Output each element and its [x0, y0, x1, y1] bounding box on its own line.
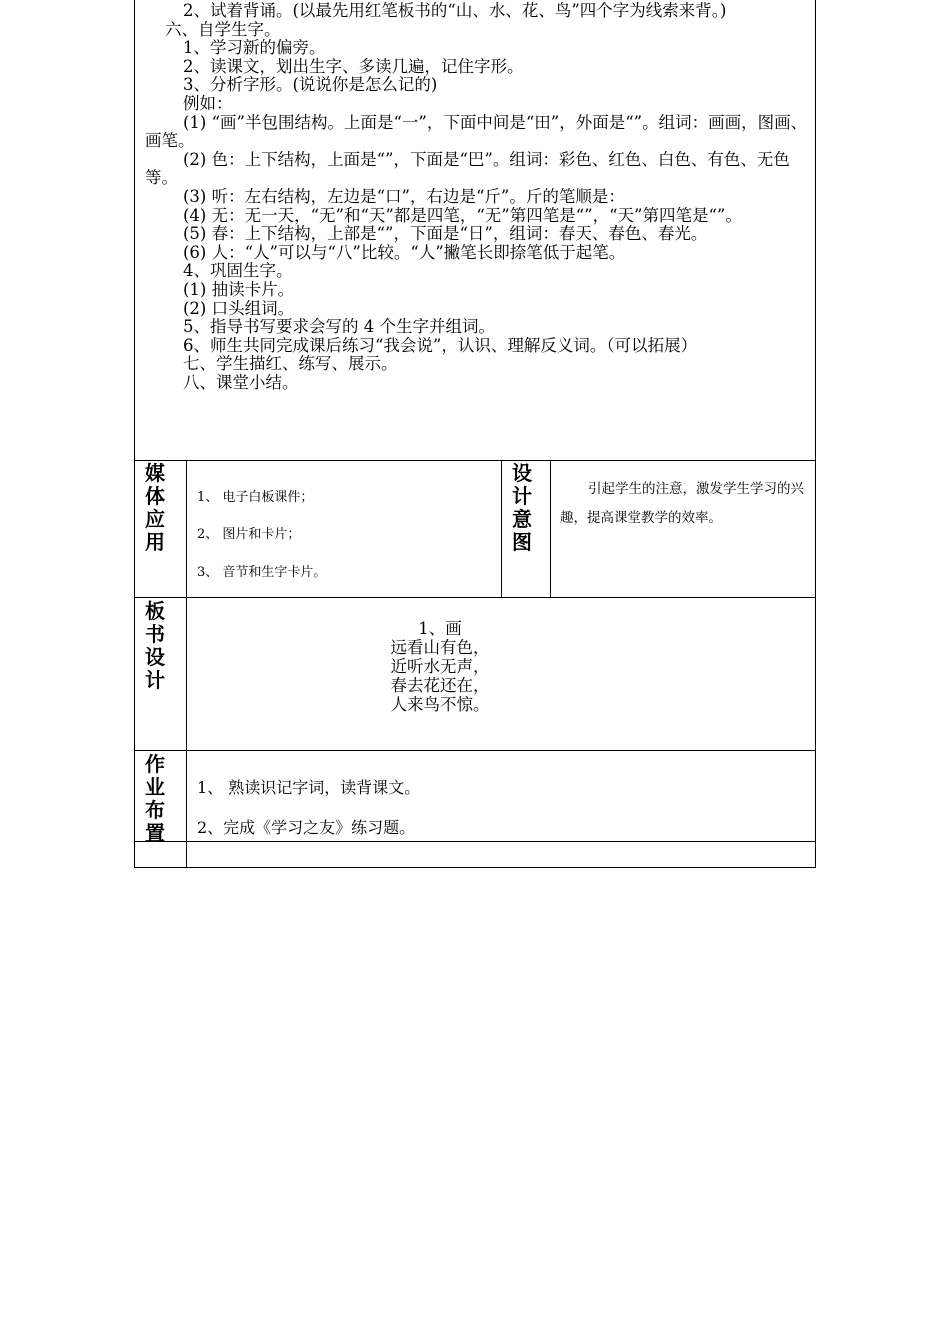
homework-label-char: 布 [145, 798, 165, 822]
board-label-char: 板 [145, 599, 165, 623]
process-line: 5、指导书写要求会写的 4 个生字并组词。 [183, 317, 495, 337]
process-line: 3、分析字形。(说说你是怎么记的) [183, 75, 438, 95]
homework-label [145, 753, 169, 845]
media-label-char: 体 [145, 484, 165, 508]
media-label-char: 用 [145, 530, 165, 554]
process-line: (6) 人：“人”可以与“八”比较。“人”撇笔长即捺笔低于起笔。 [183, 242, 626, 262]
media-item: 1、 电子白板课件； [197, 490, 314, 505]
process-line: (3) 听：左右结构，左边是“口”，右边是“斤”。斤的笔顺是： [183, 186, 625, 206]
process-line: (2) 口头组词。 [183, 298, 295, 318]
media-label-char: 应 [145, 507, 165, 531]
process-line: (2) 色：上下结构，上面是“”，下面是“巴”。组词：彩色、红色、白色、有色、无色等。 [145, 149, 790, 188]
homework-label-char: 置 [145, 821, 165, 845]
teaching-process [145, 2, 810, 392]
board-label [145, 600, 169, 692]
row-divider-homework [134, 750, 816, 751]
process-line: 例如： [183, 93, 233, 113]
design-intent-label [512, 462, 536, 554]
homework-item: 1、 熟读识记字词，读背课文。 [197, 778, 421, 797]
process-line: 八、课堂小结。 [183, 372, 299, 392]
board-line: 1、画 [418, 619, 462, 638]
board-line: 春去花还在， [390, 676, 490, 695]
media-item: 2、 图片和卡片； [197, 527, 301, 542]
design-intent-label-char: 计 [512, 484, 532, 508]
design-intent-text: 引起学生的注意，激发学生学习的兴趣，提高课堂教学的效率。 [560, 481, 804, 526]
process-line: 六、自学生字。 [165, 19, 281, 39]
process-line: (1) 抽读卡片。 [183, 279, 295, 299]
process-line: 1、学习新的偏旁。 [183, 38, 326, 58]
media-item: 3、 音节和生字卡片。 [197, 565, 327, 580]
board-line: 近听水无声， [390, 657, 490, 676]
process-line: 2、读课文，划出生字、多读几遍，记住字形。 [183, 56, 524, 76]
homework-item: 2、完成《学习之友》练习题。 [197, 818, 416, 837]
process-line: (4) 无：无一天，“无”和“天”都是四笔，“无”第四笔是“”，“天”第四笔是“”。 [183, 205, 742, 225]
process-line: 七、学生描红、练写、展示。 [183, 354, 398, 374]
homework-label-char: 业 [145, 775, 165, 799]
design-intent-label-char: 图 [512, 530, 532, 554]
label-column-divider [186, 460, 187, 868]
process-line: (5) 春：上下结构，上部是“”，下面是“日”，组词：春天、春色、春光。 [183, 224, 708, 244]
design-intent-label-char: 设 [512, 461, 532, 485]
design-intent-label-char: 意 [512, 507, 532, 531]
board-line: 人来鸟不惊。 [390, 695, 490, 714]
process-line: (1) “画”半包围结构。上面是“一”，下面中间是“田”，外面是“”。组词：画画，图画、画笔。 [145, 112, 808, 151]
homework-label-char: 作 [145, 752, 165, 776]
row-divider-media [134, 460, 816, 461]
row-divider-last [134, 841, 816, 842]
board-label-char: 设 [145, 645, 165, 669]
board-label-char: 计 [145, 668, 165, 692]
process-line: 6、师生共同完成课后练习“我会说”，认识、理解反义词。（可以拓展） [183, 335, 698, 355]
row-divider-board [134, 597, 816, 598]
media-label-char: 媒 [145, 461, 165, 485]
board-line: 远看山有色， [390, 638, 490, 657]
board-content [190, 619, 690, 714]
process-line: 2、试着背诵。(以最先用红笔板书的“山、水、花、鸟”四个字为线索来背。) [183, 1, 727, 20]
intent-label-divider [550, 460, 551, 597]
board-label-char: 书 [145, 622, 165, 646]
media-label [145, 462, 169, 554]
process-line: 4、巩固生字。 [183, 261, 293, 281]
media-intent-divider [501, 460, 502, 597]
